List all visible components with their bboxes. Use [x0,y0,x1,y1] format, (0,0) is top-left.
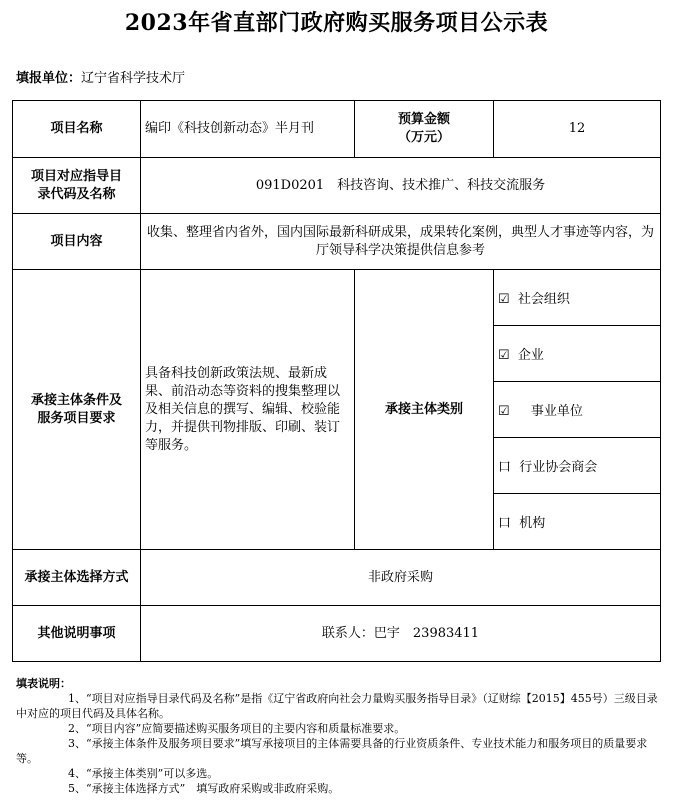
content-label: 项目内容 [13,214,141,270]
other-notes-label: 其他说明事项 [13,606,141,662]
instructions-heading: 填表说明： [16,677,71,690]
subject-type-option[interactable] [494,326,661,382]
subject-type-text: 社会组织 [517,292,570,307]
instruction-item: 5、“承接主体选择方式” 填写政府采购或非政府采购。 [68,782,340,795]
subject-type-label: 承接主体类别 [355,270,494,550]
other-notes-value: 联系人：巴宇 23983411 [141,606,661,662]
checkbox-icon: 口 [498,460,512,475]
catalog-label-line1: 项目对应指导目 [30,168,122,184]
project-name-value: 编印《科技创新动态》半月刊 [141,101,355,158]
subject-type-text: 行业协会商会 [519,460,598,475]
conditions-label-line1: 承接主体条件及 [30,392,122,408]
budget-label [355,101,494,158]
checkbox-icon: 口 [498,516,512,531]
checkbox-icon: ☑ [498,404,510,419]
budget-value: 12 [494,101,661,158]
budget-label-line2: （万元） [397,130,450,145]
subject-type-text: 机构 [519,516,546,531]
conditions-value: 具备科技创新政策法规、最新成果、前沿动态等资料的搜集整理以及相关信息的撰写、编辑、校验能力，并提供刊物排版、印刷、装订等服务。 [141,270,355,550]
content-value: 收集、整理省内省外，国内国际最新科研成果，成果转化案例，典型人才事迹等内容，为厅领导科学决策提供信息参考 [141,214,661,270]
instruction-item: 3、“承接主体条件及服务项目要求”填写承接项目的主体需要具备的行业资质条件、专业技术能力和服务项目的质量要求等。 [16,737,648,765]
checkbox-icon: ☑ [498,292,510,307]
instruction-item: 4、“承接主体类别”可以多选。 [68,767,219,780]
project-table [12,100,661,662]
filling-instructions [16,676,661,796]
conditions-label [13,270,141,550]
subject-type-option[interactable] [494,494,661,550]
catalog-value: 091D0201 科技咨询、技术推广、科技交流服务 [141,158,661,214]
subject-type-text: 企业 [517,348,544,363]
instruction-item: 1、“项目对应指导目录代码及名称”是指《辽宁省政府向社会力量购买服务指导目录》（辽财综【2015】455号）三级目录中对应的项目代码及具体名称。 [16,692,658,720]
project-name-label: 项目名称 [13,101,141,158]
subject-type-option[interactable] [494,438,661,494]
instruction-item: 2、“项目内容”应简要描述购买服务项目的主要内容和质量标准要求。 [68,722,406,735]
filing-unit-label: 填报单位： [16,71,82,86]
catalog-label [13,158,141,214]
subject-type-text: 事业单位 [517,404,583,419]
conditions-label-line2: 服务项目要求 [37,410,116,426]
selection-method-value: 非政府采购 [141,550,661,606]
filing-unit [16,67,185,86]
page-title: 2023年省直部门政府购买服务项目公示表 [124,10,549,36]
subject-type-option[interactable] [494,382,661,438]
filing-unit-value: 辽宁省科学技术厅 [81,71,186,86]
subject-type-option[interactable] [494,270,661,326]
catalog-label-line2: 录代码及名称 [37,186,116,202]
checkbox-icon: ☑ [498,348,510,363]
budget-label-line1: 预算金额 [397,112,450,127]
selection-method-label: 承接主体选择方式 [13,550,141,606]
